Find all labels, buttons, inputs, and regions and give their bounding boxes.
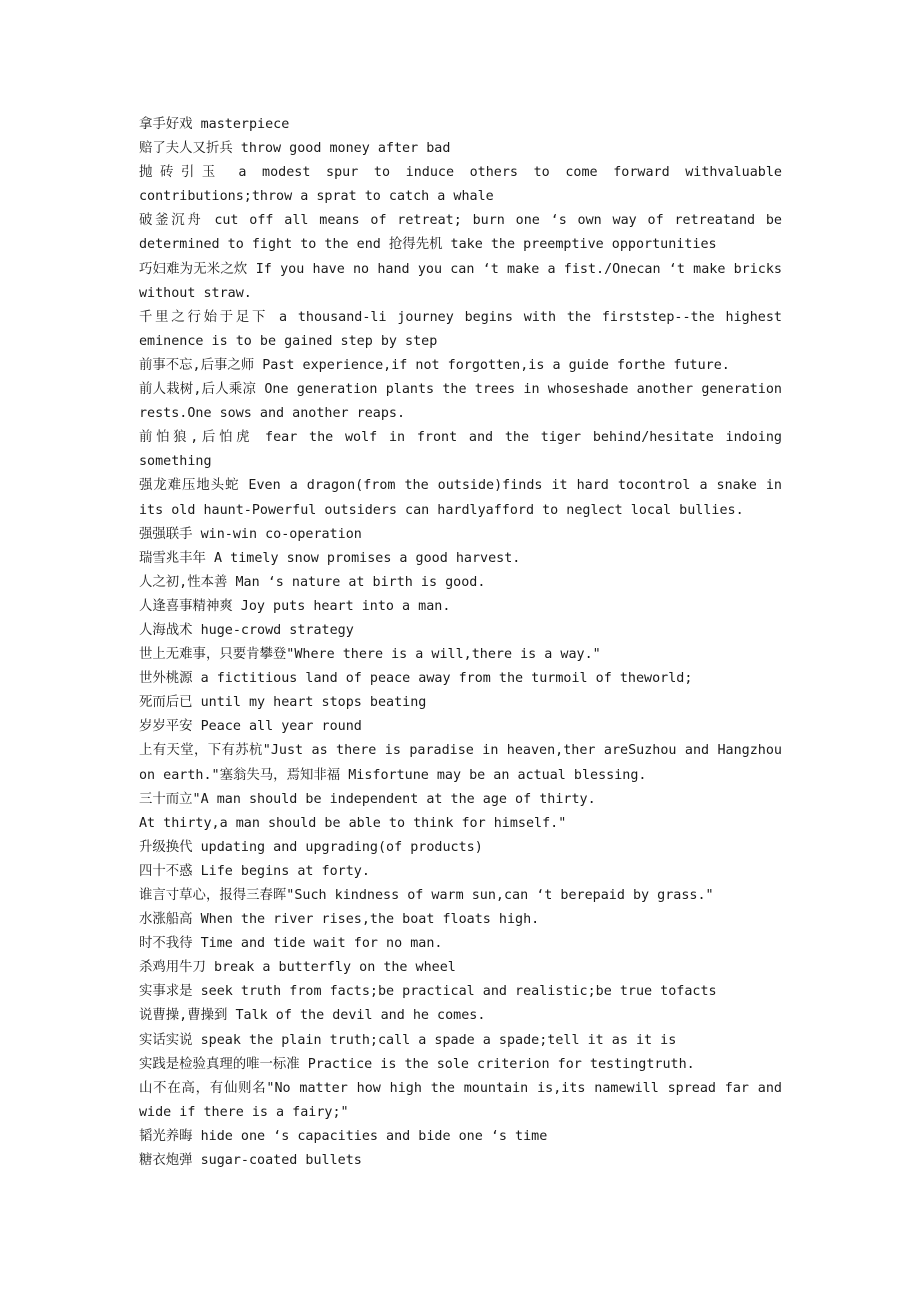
text-line: 韬光养晦 hide one ‘s capacities and bide one ‘s time — [139, 1128, 548, 1144]
text-line: 瑞雪兆丰年 A timely snow promises a good harvest. — [139, 550, 521, 566]
text-line: 拿手好戏 masterpiece — [139, 117, 290, 132]
text-line: At thirty,a man should be able to think for himself." — [139, 815, 567, 831]
text-line: 人之初,性本善 Man ‘s nature at birth is good. — [139, 574, 486, 590]
text-line: 死而后已 until my heart stops beating — [139, 695, 427, 711]
text-line: 谁言寸草心，报得三春晖"Such kindness of warm sun,can ‘t berepaid by grass." — [139, 888, 714, 903]
text-line: 前事不忘,后事之师 Past experience,if not forgotten,is a guide forthe future. — [139, 357, 730, 373]
text-line: 糖衣炮弹 sugar-coated bullets — [139, 1153, 362, 1169]
text-line: 破釜沉舟 cut off all means of retreat; burn one ‘s own way of retreatand be determined to fight to the end 抢得先机 take the preemptive opportunities — [139, 213, 782, 253]
text-line: 世外桃源 a fictitious land of peace away from the turmoil of theworld; — [139, 671, 693, 687]
text-line: 水涨船高 When the river rises,the boat floats high. — [139, 912, 540, 928]
text-line: 千里之行始于足下 a thousand-li journey begins with the firststep--the highest eminence is to be gained step by step — [139, 309, 782, 349]
text-line: 时不我待 Time and tide wait for no man. — [139, 936, 443, 952]
text-line: 三十而立"A man should be independent at the age of thirty. — [139, 791, 596, 807]
text-line: 前怕狼,后怕虎 fear the wolf in front and the tiger behind/hesitate indoing something — [139, 430, 782, 470]
text-line: 世上无难事，只要肯攀登"Where there is a will,there is a way." — [139, 647, 601, 663]
text-line: 升级换代 updating and upgrading(of products) — [139, 839, 483, 855]
text-line: 巧妇难为无米之炊 If you have no hand you can ‘t make a fist./Onecan ‘t make bricks without straw. — [139, 261, 782, 301]
text-line: 抛砖引玉 a modest spur to induce others to come forward withvaluable contributions;throw a sprat to catch a whale — [139, 165, 782, 205]
text-line: 岁岁平安 Peace all year round — [139, 719, 362, 735]
text-line: 四十不惑 Life begins at forty. — [139, 863, 370, 879]
text-line: 强龙难压地头蛇 Even a dragon(from the outside)finds it hard tocontrol a snake in its old haunt-Powerful outsiders can hardlyafford to neglect local bullies. — [139, 478, 782, 518]
text-line: 说曹操,曹操到 Talk of the devil and he comes. — [139, 1008, 486, 1024]
text-line: 前人栽树,后人乘凉 One generation plants the trees in whoseshade another generation rests.One sows and another reaps. — [139, 382, 782, 422]
text-line: 强强联手 win-win co-operation — [139, 526, 362, 542]
text-line: 实践是检验真理的唯一标准 Practice is the sole criterion for testingtruth. — [139, 1056, 695, 1072]
document-body — [139, 113, 782, 1173]
text-line: 赔了夫人又折兵 throw good money after bad — [139, 141, 451, 157]
text-line: 人海战术 huge-crowd strategy — [139, 622, 354, 638]
text-line: 杀鸡用牛刀 break a butterfly on the wheel — [139, 960, 456, 976]
text-line: 人逢喜事精神爽 Joy puts heart into a man. — [139, 598, 451, 614]
text-line: 上有天堂，下有苏杭"Just as there is paradise in heaven,ther areSuzhou and Hangzhou on earth."塞翁失马，焉知非福 Misfortune may be an actual blessing. — [139, 743, 782, 783]
text-line: 实事求是 seek truth from facts;be practical and realistic;be true tofacts — [139, 984, 717, 1000]
text-line: 实话实说 speak the plain truth;call a spade a spade;tell it as it is — [139, 1032, 677, 1048]
text-line: 山不在高，有仙则名"No matter how high the mountain is,its namewill spread far and wide if there is a fairy;" — [139, 1080, 782, 1120]
